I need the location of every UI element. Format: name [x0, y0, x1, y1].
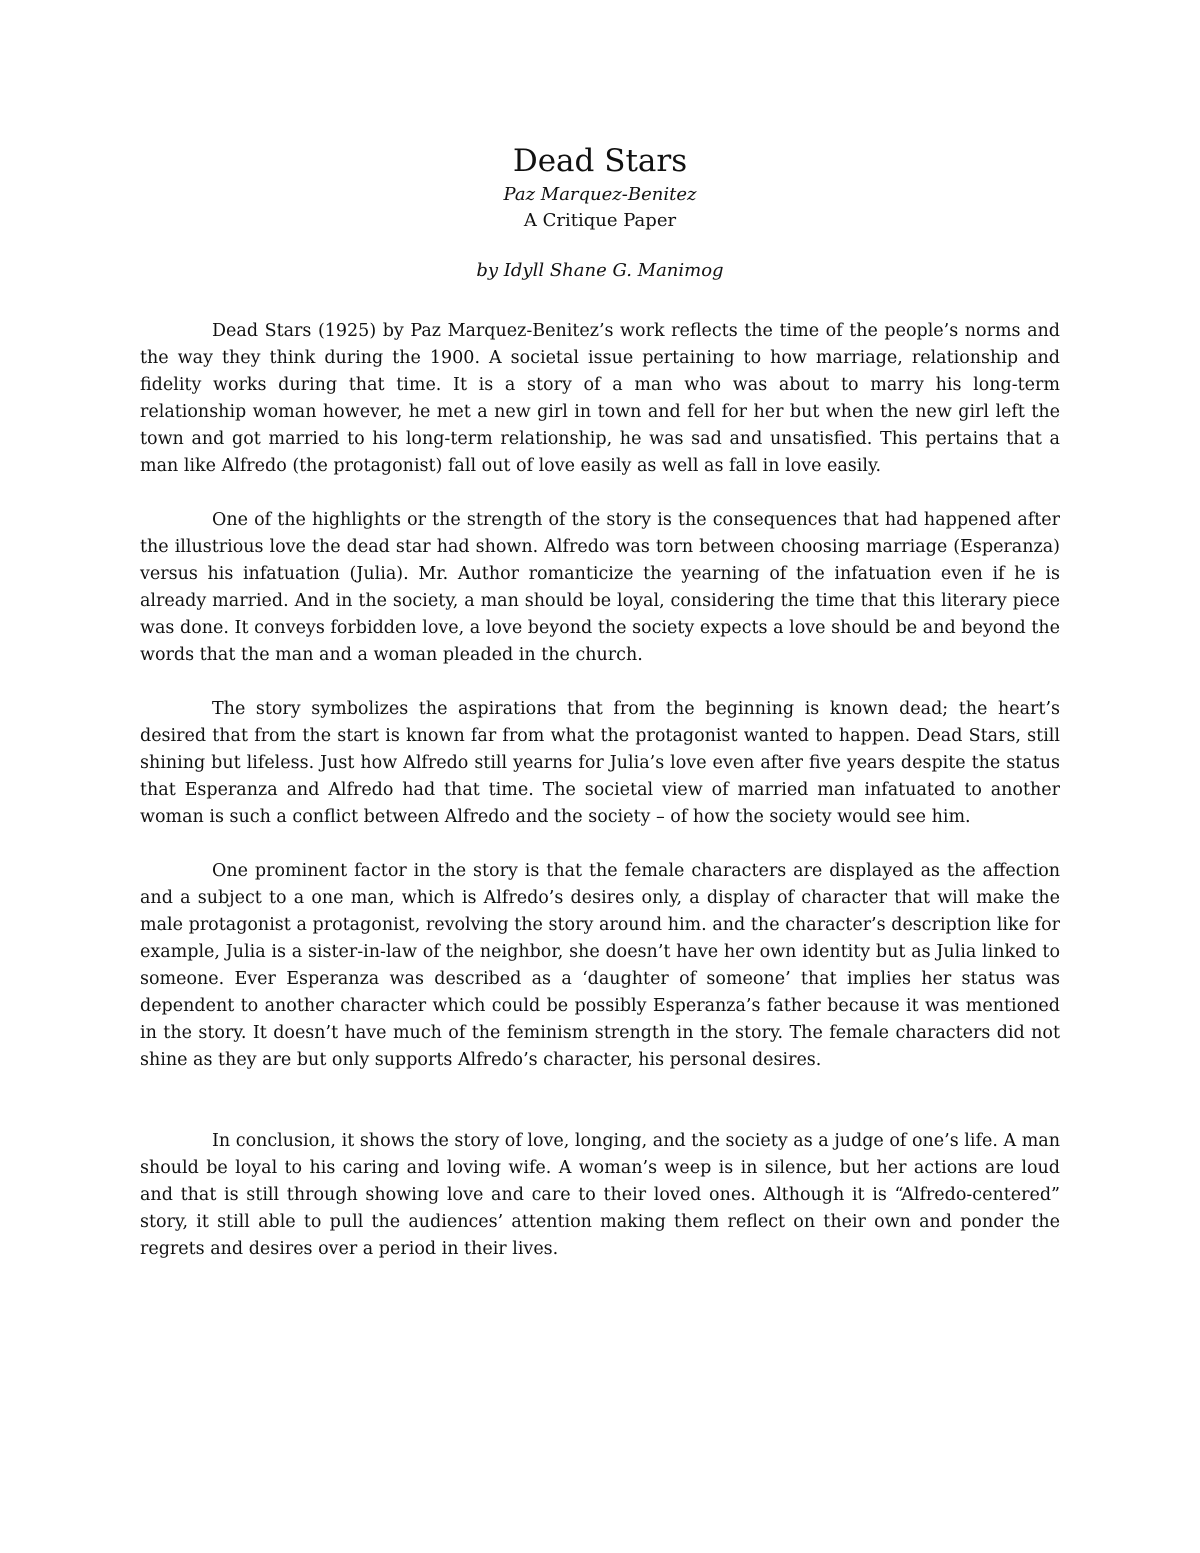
- source-author: Paz Marquez-Benitez: [503, 184, 697, 205]
- document-title: Dead Stars: [512, 143, 688, 179]
- paragraph-3: The story symbolizes the aspirations that from the beginning is known dead; the heart’s desired that from the start is known far from what the protagonist wanted to happen. Dead Stars, still shining but lifeless. Just how Alfredo still yearns for Julia’s love even after five years despite the status that Esperanza and Alfredo had that time. The societal view of married man infatuated to another woman is such a conflict between Alfredo and the society – of how the society would see him.: [140, 699, 1060, 827]
- paragraph-5: In conclusion, it shows the story of love, longing, and the society as a judge of one’s life. A man should be loyal to his caring and loving wife. A woman’s weep is in silence, but her actions are loud and that is still through showing love and care to their loved ones. Although it is “Alfredo-centered” story, it still able to pull the audiences’ attention making them reflect on their own and ponder the regrets and desires over a period in their lives.: [140, 1131, 1060, 1259]
- paragraph-2: One of the highlights or the strength of the story is the consequences that had happened after the illustrious love the dead star had shown. Alfredo was torn between choosing marriage (Esperanza) versus his infatuation (Julia). Mr. Author romanticize the yearning of the infatuation even if he is already married. And in the society, a man should be loyal, considering the time that this literary piece was done. It conveys forbidden love, a love beyond the society expects a love should be and beyond the words that the man and a woman pleaded in the church.: [140, 510, 1060, 665]
- paragraph-4: One prominent factor in the story is that the female characters are displayed as the affection and a subject to a one man, which is Alfredo’s desires only, a display of character that will make the male protagonist a protagonist, revolving the story around him. and the character’s description like for example, Julia is a sister-in-law of the neighbor, she doesn’t have her own identity but as Julia linked to someone. Ever Esperanza was described as a ‘daughter of someone’ that implies her status was dependent to another character which could be possibly Esperanza’s father because it was mentioned in the story. It doesn’t have much of the feminism strength in the story. The female characters did not shine as they are but only supports Alfredo’s character, his personal desires.: [140, 861, 1060, 1070]
- document-type: A Critique Paper: [523, 210, 677, 231]
- paragraph-1: Dead Stars (1925) by Paz Marquez-Benitez’s work reflects the time of the people’s norms and the way they think during the 1900. A societal issue pertaining to how marriage, relationship and fidelity works during that time. It is a story of a man who was about to marry his long-term relationship woman however, he met a new girl in town and fell for her but when the new girl left the town and got married to his long-term relationship, he was sad and unsatisfied. This pertains that a man like Alfredo (the protagonist) fall out of love easily as well as fall in love easily.: [140, 321, 1060, 476]
- document-body: [140, 318, 1060, 1263]
- byline: by Idyll Shane G. Manimog: [476, 260, 724, 281]
- document-header: [0, 140, 1200, 284]
